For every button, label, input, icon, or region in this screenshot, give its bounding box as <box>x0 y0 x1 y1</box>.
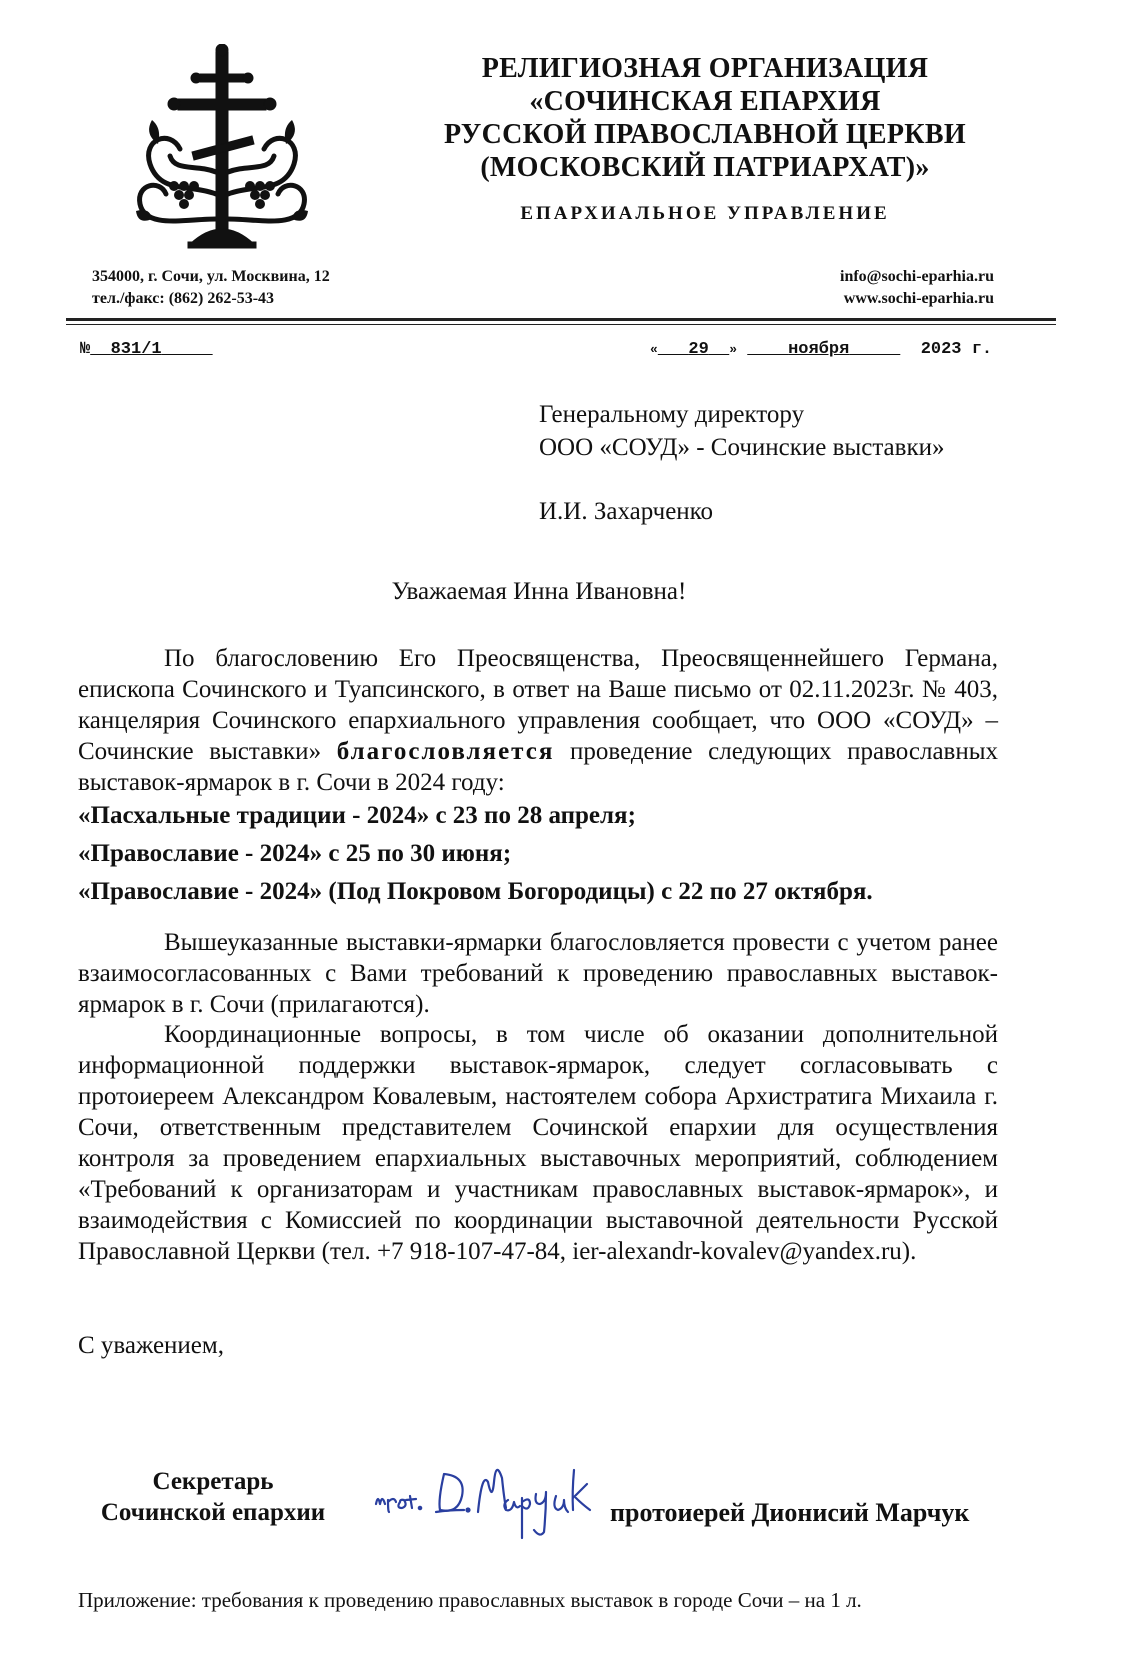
signatory-title-line-2: Сочинской епархии <box>100 1499 326 1526</box>
department-name: ЕПАРХИАЛЬНОЕ УПРАВЛЕНИЕ <box>520 203 890 224</box>
header-divider-thick <box>66 318 1056 321</box>
registration-number <box>80 340 213 359</box>
phone: тел./факс: (862) 262-53-43 <box>92 290 275 307</box>
address: 354000, г. Сочи, ул. Москвина, 12 <box>92 268 330 285</box>
reg-number: 831/1 <box>110 340 162 359</box>
signatory-name: протоиерей Дионисий Марчук <box>610 1498 970 1527</box>
reg-day: 29 <box>688 340 709 359</box>
registration-date: « 29 » ноября 2023 г. <box>650 340 993 359</box>
signatory-title-line-1: Секретарь <box>152 1468 274 1495</box>
handwritten-signature <box>370 1448 600 1548</box>
reg-year-suffix: г. <box>971 340 993 359</box>
website-link[interactable]: www.sochi-eparhia.ru <box>843 290 994 307</box>
paragraph-1 <box>78 643 998 798</box>
organization-name <box>380 52 1030 184</box>
email-link[interactable]: info@sochi-eparhia.ru <box>840 268 994 285</box>
reg-year: 2023 <box>920 340 962 359</box>
org-line-3: РУССКОЙ ПРАВОСЛАВНОЙ ЦЕРКВИ <box>444 119 966 150</box>
events-list <box>78 797 1018 911</box>
address-block <box>92 266 330 310</box>
reg-month: ноября <box>788 340 850 359</box>
event-item: «Православие - 2024» с 25 по 30 июня; <box>78 840 512 867</box>
salutation: Уважаемая Инна Ивановна! <box>391 578 687 605</box>
number-sign: № <box>80 340 91 359</box>
addressee-line-1: Генеральному директору <box>539 401 805 428</box>
org-line-2: «СОЧИНСКАЯ ЕПАРХИЯ <box>529 86 881 117</box>
paragraph-1-end: проведение следующих православных выставок-ярмарок в г. Сочи в 2024 году: <box>78 738 999 796</box>
addressee-line-2: ООО «СОУД» - Сочинские выставки» <box>539 434 945 461</box>
org-line-4: (МОСКОВСКИЙ ПАТРИАРХАТ)» <box>480 152 930 183</box>
closing: С уважением, <box>78 1332 224 1359</box>
paragraph-3: Координационные вопросы, в том числе об оказании дополнительной информационной поддержки выставок-ярмарок, следует согласовывать с протоиереем Александром Ковалевым, настоятелем собора Архистратига Михаила г. Сочи, ответственным представителем Сочинской епархии для осуществления контроля за проведением епархиальных выставочных мероприятий, соблюдением «Требований к организаторам и участникам православных выставок-ярмарок», и взаимодействия с Комиссией по координации выставочной деятельности Русской Православной Церкви (тел. +7 918-107-47-84, ier-alexandr-kovalev@yandex.ru). <box>78 1021 998 1265</box>
org-line-1: РЕЛИГИОЗНАЯ ОРГАНИЗАЦИЯ <box>481 53 929 84</box>
event-item: «Православие - 2024» (Под Покровом Богородицы) с 22 по 27 октября. <box>78 878 873 905</box>
blessing-word: благословляется <box>336 738 555 765</box>
header-divider-thin <box>66 324 1056 325</box>
orthodox-cross-emblem-icon <box>130 44 315 254</box>
addressee-name: И.И. Захарченко <box>539 498 714 525</box>
paragraph-2: Вышеуказанные выставки-ярмарки благословляется провести с учетом ранее взаимосогласованных с Вами требований к проведению православных выставок-ярмарок в г. Сочи (прилагаются). <box>78 929 998 1018</box>
signatory-title-block <box>78 1466 348 1528</box>
event-item: «Пасхальные традиции - 2024» с 23 по 28 апреля; <box>78 802 636 829</box>
attachment-note: Приложение: требования к проведению православных выставок в городе Сочи – на 1 л. <box>78 1588 862 1612</box>
addressee-block <box>539 398 944 528</box>
paragraph-1-start: По благословению Его Преосвященства, Преосвященнейшего Германа, епископа Сочинского и Туапсинского, в ответ на Ваше письмо от 02.11.2023г. № 403, канцелярия Сочинского епархиального управления сообщает, что ООО «СОУД» – Сочинские выставки» <box>78 645 998 765</box>
web-contact-block <box>840 266 994 310</box>
